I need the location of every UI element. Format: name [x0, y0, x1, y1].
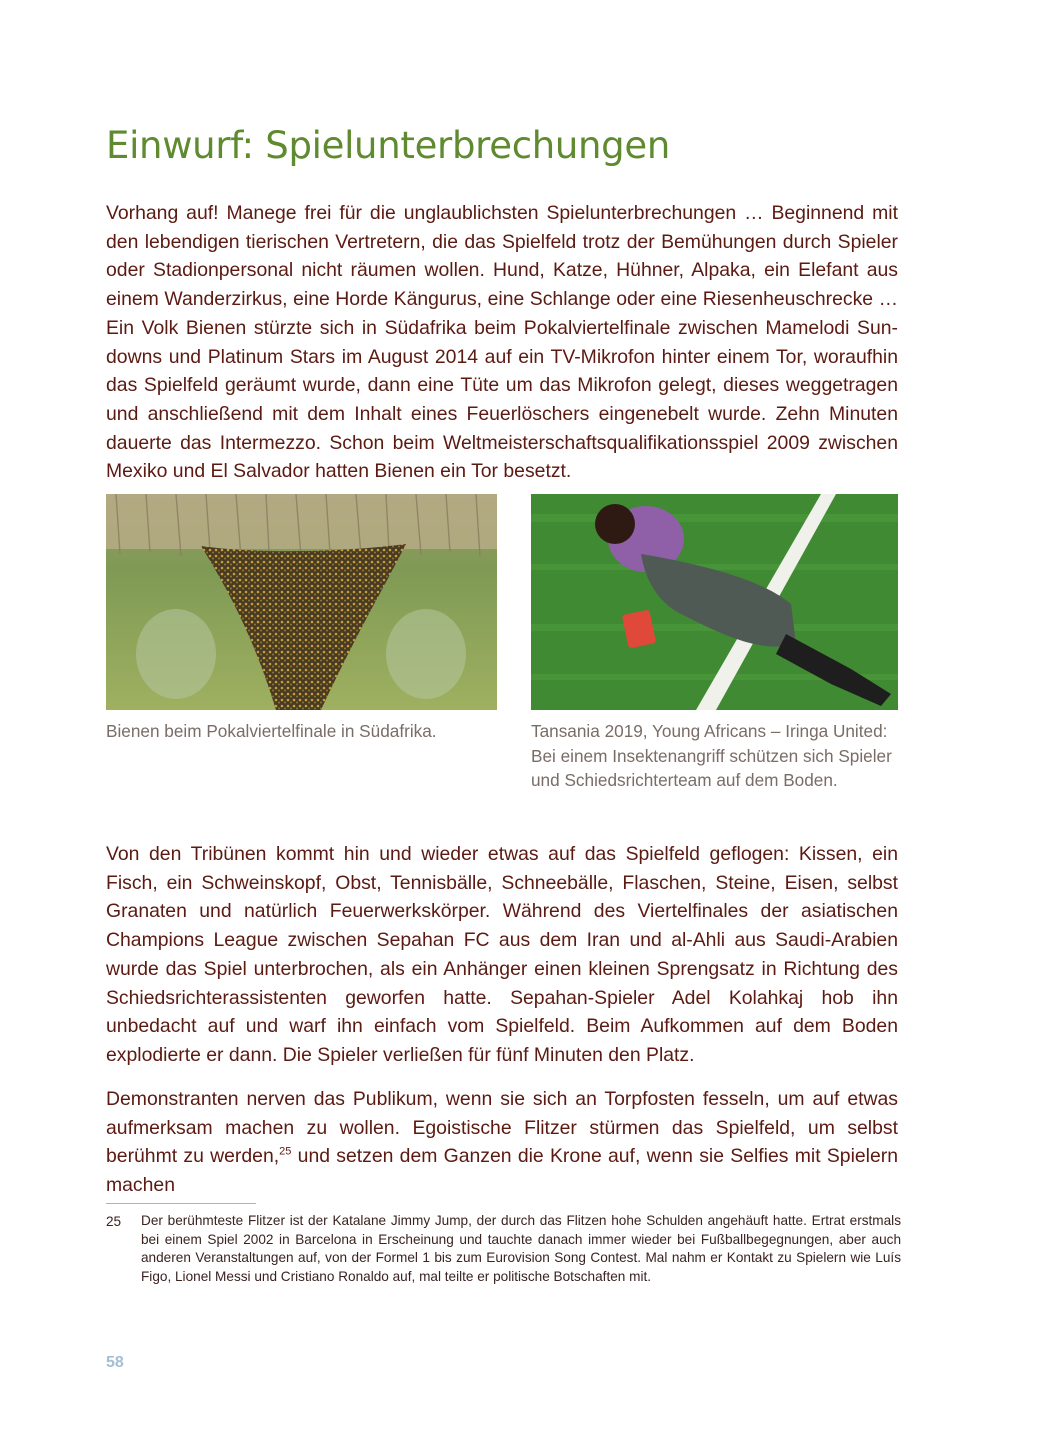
paragraph-streakers-part1: Demonstranten nerven das Publikum, wenn sie sich an Torpfosten fesseln, um auf etwas aufmerksam machen zu wollen. Egoistische Flitzer stürmen das Spielfeld, um selbst berühmt zu werden, [106, 1088, 898, 1168]
bees-photo [106, 494, 497, 710]
footnote-number: 25 [106, 1214, 122, 1229]
referee-photo [531, 494, 898, 710]
footnote-reference: 25 [279, 1145, 292, 1158]
page-number: 58 [106, 1354, 124, 1371]
paragraph-streakers-part2: und setzen dem Ganzen die Krone auf, wenn sie Selfies mit Spielern machen [106, 1145, 898, 1197]
referee-lying-on-pitch-image [531, 494, 898, 710]
photo-caption-bees: Bienen beim Pokalviertelfinale in Südafrika. [106, 721, 437, 741]
paragraph-thrown-objects: Von den Tribünen kommt hin und wieder etwas auf das Spielfeld geflogen: Kissen, ein Fisch, ein Schweinskopf, Obst, Tennisbälle, Schneebälle, Flaschen, Steine, Eisen, selbst Granaten und natürlich Feuerwerkskörper. Während des Viertelfinales der asiatischen Champions League zwischen Sepahan FC aus dem Iran und al-Ahli aus Saudi-Arabien wurde das Spiel unterbrochen, als ein Anhänger einen kleinen Sprengsatz in Richtung des Schiedsrichterassistenten geworfen hatte. Sepahan-Spieler Adel Kolahkaj hob ihn unbedacht auf und warf ihn einfach vom Spielfeld. Beim Aufkommen auf dem Boden explodierte er dann. Die Spieler verließen für fünf Minuten den Platz. [106, 843, 898, 1066]
footnote-divider [106, 1203, 256, 1204]
bees-on-grass-image [106, 494, 497, 710]
page-title: Einwurf: Spielunterbrechungen [106, 124, 670, 167]
paragraph-streakers [106, 1085, 898, 1200]
paragraph-animals: Vorhang auf! Manege frei für die unglaublichsten Spielunterbrechungen … Beginnend mit den lebendigen tierischen Vertretern, die das Spielfeld trotz der Bemühungen durch Spieler oder Stadionpersonal nicht räumen wollen. Hund, Katze, Hühner, Alpaka, ein Elefant aus einem Wanderzirkus, eine Horde Kängurus, eine Schlange oder eine Riesenheuschrecke … Ein Volk Bienen stürzte sich in Südafrika beim Pokalviertelfinale zwischen Mamelodi Sundowns und Platinum Stars im August 2014 auf ein TV-Mikrofon hinter einem Tor, woraufhin das Spielfeld geräumt wurde, dann eine Tüte um das Mikrofon gelegt, dieses weggetragen und anschließend mit dem Inhalt eines Feuerlöschers eingenebelt wurde. Zehn Minuten dauerte das Intermezzo. Schon beim Weltmeisterschaftsqualifikationsspiel 2009 zwischen Mexiko und El Salvador hatten Bienen ein Tor besetzt. [106, 202, 898, 483]
footnote-text: Der berühmteste Flitzer ist der Katalane Jimmy Jump, der durch das Flitzen hohe Schulden angehäuft hatte. Ertrat erstmals bei einem Spiel 2002 in Barcelona in Erscheinung und tauchte danach immer wieder bei Fußballbegegnungen, aber auch anderen Veranstaltungen auf, von der Formel 1 bis zum Eurovision Song Contest. Mal nahm er Kontakt zu Spielern wie Luís Figo, Lionel Messi und Cristiano Ronaldo auf, mal teilte er politische Botschaften mit. [141, 1213, 901, 1284]
photo-caption-referee: Tansania 2019, Young Africans – Iringa United: Bei einem Insektenangriff schützen sich Spieler und Schiedsrichterteam auf dem Boden. [531, 721, 892, 790]
